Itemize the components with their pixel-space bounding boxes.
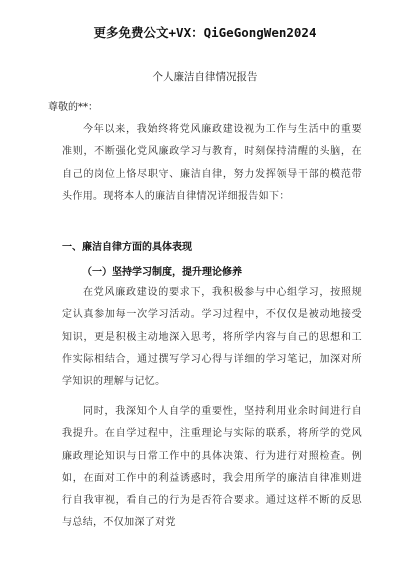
section-heading: 一、廉洁自律方面的具体表现 <box>62 242 192 253</box>
document-title: 个人廉洁自律情况报告 <box>152 71 258 83</box>
salutation: 尊敬的**： <box>48 102 98 113</box>
study-paragraph-2: 同时，我深知个人自学的重要性，坚持利用业余时间进行自我提升。在自学过程中，注重理论与实际的联系，将所学的党风廉政理论知识与日常工作中的具体决策、行为进行对照检查。例如，在面对工作中的利益诱惑时，我会用所学的廉洁自律准则进行自我审视，看自己的行为是否符合要求。通过这样不断的反思与总结，不仅加深了对党 <box>62 406 362 529</box>
intro-paragraph: 今年以来，我始终将党风廉政建设视为工作与生活中的重要准则，不断强化党风廉政学习与教育，时刻保持清醒的头脑，在自己的岗位上恪尽职守、廉洁自律，努力发挥领导干部的模范带头作用。现将本人的廉洁自律情况详细报告如下： <box>62 124 362 202</box>
promo-banner: 更多免费公文+VX：QiGeGongWen2024 <box>93 25 317 40</box>
subsection-heading: （一）坚持学习制度，提升理论修养 <box>82 267 242 278</box>
study-paragraph-1: 在党风廉政建设的要求下，我积极参与中心组学习，按照规定认真参加每一次学习活动。学习过程中，不仅仅是被动地接受知识，更是积极主动地深入思考，将所学内容与自己的思想和工作实际相结合，通过撰写学习心得与详细的学习笔记，加深对所学知识的理解与记忆。 <box>62 287 362 388</box>
